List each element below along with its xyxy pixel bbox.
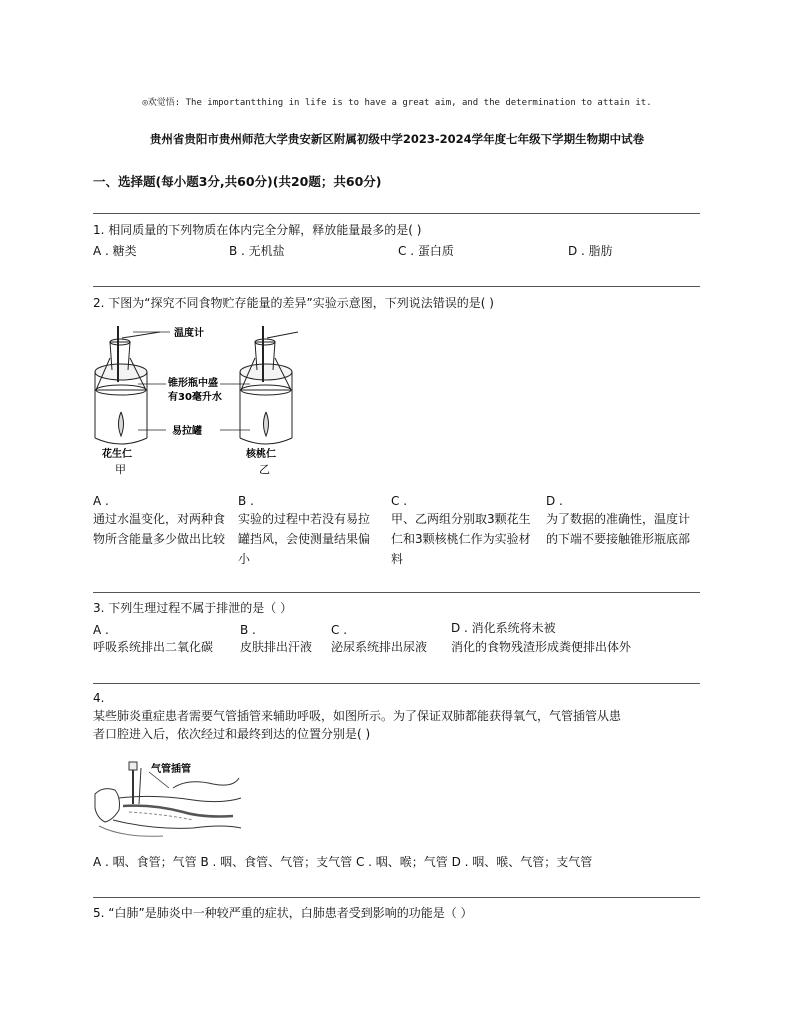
divider	[93, 897, 700, 898]
motto-line: ◎欢觉悟: The importantthing in life is to have a great aim, and the determination to attain it.	[142, 98, 652, 108]
q1-stem: 1. 相同质量的下列物质在体内完全分解，释放能量最多的是( )	[93, 223, 422, 237]
q3-option-b-letter: B .	[240, 623, 256, 637]
q1-option-d: D . 脂肪	[568, 244, 613, 258]
q2-option-c-letter: C .	[391, 494, 408, 508]
q5-stem: 5. “白肺”是肺炎中一种较严重的症状，白肺患者受到影响的功能是（ ）	[93, 906, 473, 920]
q2-stem: 2. 下图为“探究不同食物贮存能量的差异”实验示意图，下列说法错误的是( )	[93, 296, 494, 310]
q4-options: A . 咽、食管；气管 B . 咽、食管、气管；支气管 C . 咽、喉；气管 D . 咽、喉、气管；支气管	[93, 855, 593, 869]
q3-option-d-letter: D . 消化系统将未被	[451, 621, 556, 635]
q4-number: 4.	[93, 691, 105, 705]
q3-option-c-letter: C .	[331, 623, 348, 637]
q2-option-a-text: 通过水温变化，对两种食物所含能量多少做出比较	[93, 512, 226, 546]
q1-option-c: C . 蛋白质	[398, 244, 454, 258]
calorimeter-diagram	[88, 320, 328, 480]
q4-stem-line1: 某些肺炎重症患者需要气管插管来辅助呼吸，如图所示。为了保证双肺都能获得氧气，气管插管从患	[93, 709, 622, 723]
exam-title: 贵州省贵阳市贵州师范大学贵安新区附属初级中学2023-2024学年度七年级下学期生物期中试卷	[149, 132, 645, 146]
divider	[93, 286, 700, 287]
label-can: 易拉罐	[172, 426, 202, 437]
label-flask-2: 有30毫升水	[168, 392, 222, 403]
divider	[93, 683, 700, 684]
q3-option-b-text: 皮肤排出汗液	[240, 640, 313, 654]
q2-option-c-text: 甲、乙两组分别取3颗花生仁和3颗核桃仁作为实验材料	[391, 512, 531, 566]
label-flask-1: 锥形瓶中盛	[168, 378, 218, 389]
q1-option-a: A . 糖类	[93, 244, 137, 258]
q3-option-d-text: 消化的食物残渣形成粪便排出体外	[451, 640, 632, 654]
label-tracheal-tube: 气管插管	[151, 764, 191, 775]
q3-option-a-text: 呼吸系统排出二氧化碳	[93, 640, 214, 654]
q1-option-b: B . 无机盐	[229, 244, 285, 258]
label-thermometer: 温度计	[174, 328, 204, 339]
q2-option-d-text: 为了数据的准确性，温度计的下端不要接触锥形瓶底部	[546, 512, 691, 546]
q2-option-d-letter: D .	[546, 494, 563, 508]
label-peanut: 花生仁	[102, 449, 132, 460]
q4-stem-line2: 者口腔进入后，依次经过和最终到达的位置分别是( )	[93, 727, 371, 741]
q2-option-b-text: 实验的过程中若没有易拉罐挡风，会使测量结果偏小	[238, 512, 371, 566]
label-walnut: 核桃仁	[246, 449, 276, 460]
q3-stem: 3. 下列生理过程不属于排泄的是（ ）	[93, 601, 293, 615]
label-jia: 甲	[115, 463, 126, 476]
q3-option-a-letter: A .	[93, 623, 109, 637]
q3-option-c-text: 泌尿系统排出尿液	[331, 640, 428, 654]
divider	[93, 592, 700, 593]
q2-option-b-letter: B .	[238, 494, 254, 508]
divider	[93, 213, 700, 214]
intubation-diagram	[93, 758, 243, 842]
label-yi: 乙	[259, 463, 270, 476]
section-heading: 一、选择题(每小题3分,共60分)(共20题；共60分)	[93, 174, 382, 189]
q2-option-a-letter: A .	[93, 494, 109, 508]
